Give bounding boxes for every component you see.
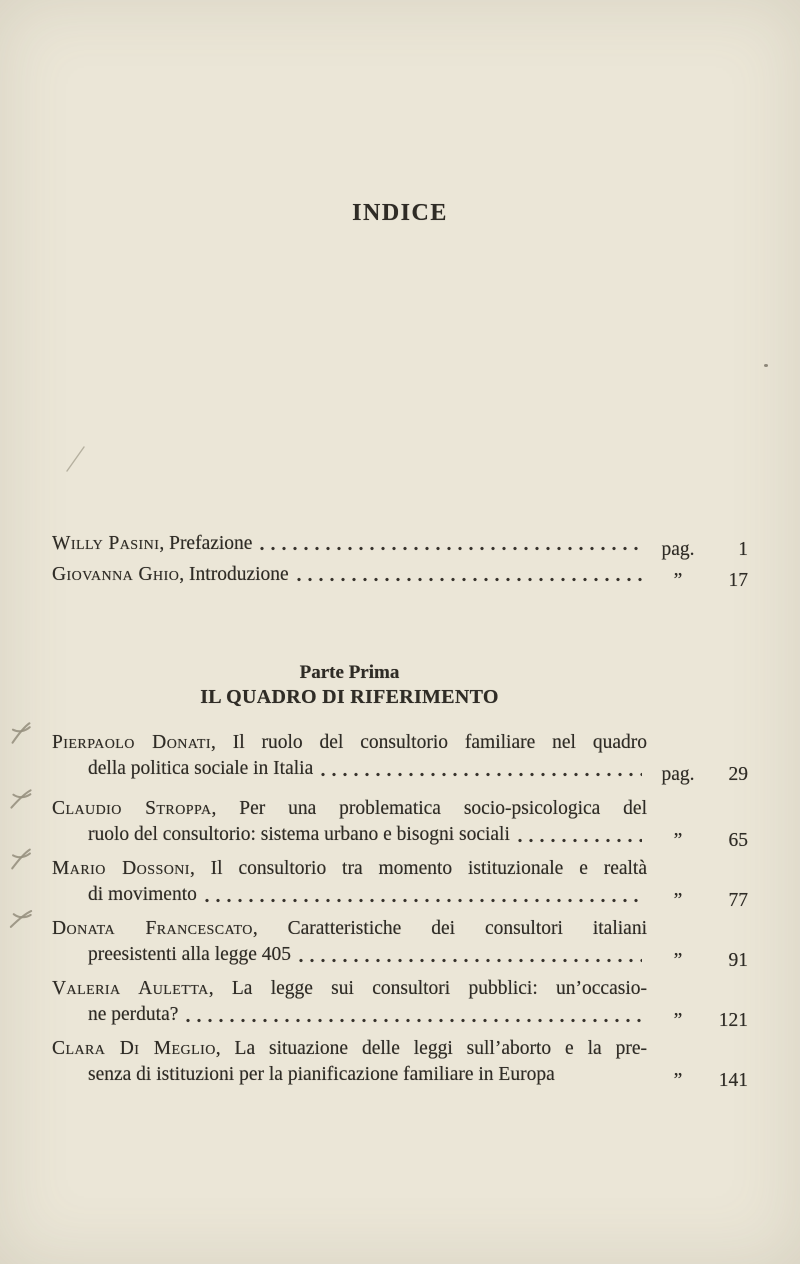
page-ref-label: ”: [673, 570, 683, 591]
entry-work-title: , Prefazione: [159, 533, 253, 554]
entry-title-continuation: di movimento: [88, 884, 197, 905]
page-number: 65: [728, 830, 748, 851]
dot-leader: [320, 756, 642, 782]
entry-title-text: , Il consultorio tra momento istituzionale e realtà: [189, 858, 648, 879]
toc-entry: [52, 730, 748, 785]
page-ref-label: ”: [673, 830, 683, 851]
toc-entry-line2: [52, 1002, 748, 1031]
section-part-label: Parte Prima: [299, 662, 400, 683]
toc-entry: [52, 856, 748, 911]
toc-entry-line2: [52, 756, 748, 785]
dot-leader: [517, 822, 642, 848]
dot-leader: [185, 1002, 642, 1028]
page-number: 121: [718, 1010, 748, 1031]
entry-title-continuation: senza di istituzioni per la pianificazione familiare in Europa: [88, 1064, 555, 1085]
page-number: 141: [718, 1070, 748, 1091]
page-number: 29: [728, 764, 748, 785]
toc-entry-line1: [52, 1036, 647, 1062]
pencil-tick-icon: [6, 719, 36, 747]
entry-title-text: , Caratteristiche dei consultori italiani: [252, 918, 647, 939]
page-ref-label: ”: [673, 1070, 683, 1091]
toc-entry-line1: [52, 730, 647, 756]
toc-entry: [52, 976, 748, 1031]
pencil-tick-icon: [7, 846, 36, 873]
page-number: 77: [728, 890, 748, 911]
entry-title-text: , La situazione delle leggi sull’aborto e la pre-: [215, 1038, 647, 1059]
entry-title-continuation: ruolo del consultorio: sistema urbano e bisogni sociali: [88, 824, 510, 845]
toc-entry-list: [52, 730, 748, 1096]
toc-entry: [52, 796, 748, 851]
toc-entry-line1: [52, 976, 647, 1002]
page-ref-label: ”: [673, 1010, 683, 1031]
entry-title-continuation: ne perduta?: [88, 1004, 179, 1025]
page-number: 91: [728, 950, 748, 971]
entry-author: Mario Dossoni: [52, 858, 190, 879]
entry-work-title: , Introduzione: [179, 564, 289, 585]
front-matter-list: [52, 528, 748, 590]
entry-author: Donata Francescato: [52, 918, 253, 939]
paper-speck: [764, 364, 768, 367]
toc-entry-line1: [52, 916, 647, 942]
toc-entry-line1: [52, 856, 647, 882]
toc-entry: [52, 916, 748, 971]
faint-pencil-slash-mark: [63, 444, 89, 474]
entry-author: Clara Di Meglio: [52, 1038, 216, 1059]
pencil-tick-icon: [6, 904, 37, 933]
dot-leader: [259, 528, 642, 559]
entry-author: Giovanna Ghio: [52, 564, 180, 585]
entry-title-continuation: preesistenti alla legge 405: [88, 944, 292, 965]
dot-leader: [562, 1062, 642, 1088]
page-ref-label: ”: [673, 950, 683, 971]
section-heading: [52, 661, 647, 709]
section-part-title: IL QUADRO DI RIFERIMENTO: [200, 686, 499, 708]
entry-title-continuation: della politica sociale in Italia: [88, 758, 314, 779]
page-number: 1: [738, 539, 748, 560]
page-title: INDICE: [352, 200, 448, 226]
page-number: 17: [728, 570, 748, 591]
page-ref-label: ”: [673, 890, 683, 911]
entry-author: Valeria Auletta: [52, 978, 209, 999]
pencil-tick-icon: [6, 785, 35, 812]
dot-leader: [298, 942, 642, 968]
entry-author: Claudio Stroppa: [52, 798, 212, 819]
front-matter-row: [52, 528, 748, 559]
entry-title-text: , Il ruolo del consultorio familiare nel quadro: [210, 732, 648, 753]
page-ref-label: pag.: [661, 764, 695, 785]
page-ref-label: pag.: [661, 539, 695, 560]
entry-title-text: , Per una problematica socio-psicologica del: [211, 798, 647, 819]
toc-entry-line1: [52, 796, 647, 822]
toc-entry: [52, 1036, 748, 1091]
dot-leader: [204, 882, 642, 908]
toc-entry-line2: [52, 822, 748, 851]
dot-leader: [296, 559, 642, 590]
entry-author: Pierpaolo Donati: [52, 732, 211, 753]
entry-author: Willy Pasini: [52, 533, 160, 554]
entry-title-text: , La legge sui consultori pubblici: un’occasio-: [208, 978, 647, 999]
toc-entry-line2: [52, 1062, 748, 1091]
front-matter-row: [52, 559, 748, 590]
toc-entry-line2: [52, 882, 748, 911]
toc-entry-line2: [52, 942, 748, 971]
